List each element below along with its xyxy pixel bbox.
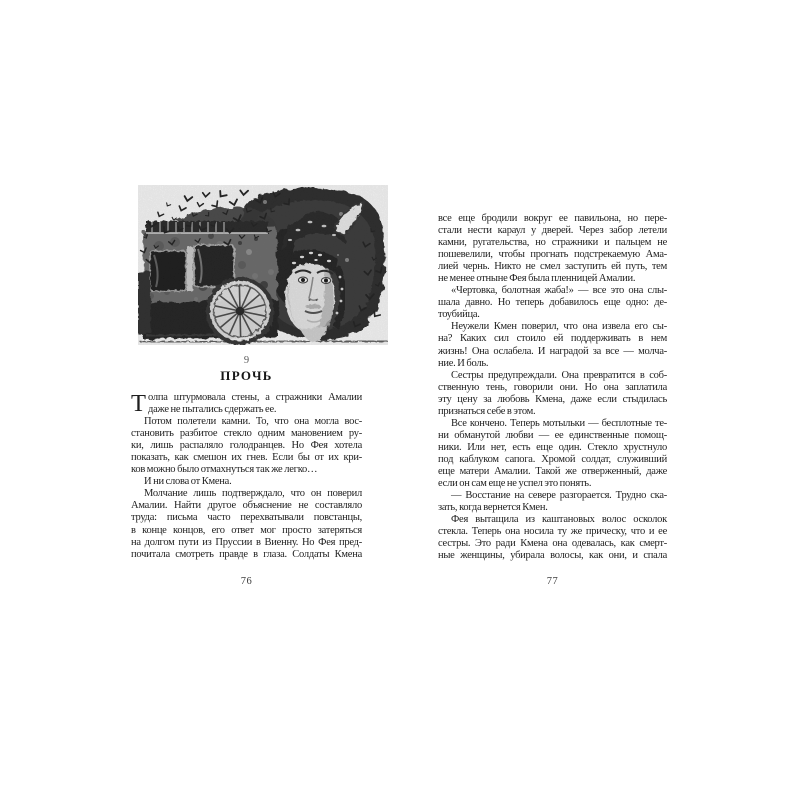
text-line: ственную тень, говорили они. Но она заплатила xyxy=(438,381,667,393)
paragraph xyxy=(438,418,667,490)
left-page-number: 76 xyxy=(240,576,253,587)
left-page xyxy=(131,0,362,800)
text-line: ники. Или нет, есть еще один. Стекло хрустнуло xyxy=(438,441,667,453)
right-page xyxy=(438,0,667,800)
text-line: ков можно было отмахнуться так же легко… xyxy=(131,464,318,476)
text-line: тоубийца. xyxy=(438,309,480,321)
text-line: ни обманутой любви — ее единственные помощ- xyxy=(438,429,667,441)
chapter-illustration xyxy=(138,185,388,345)
text-line: почитала смотреть правде в глаза. Солдаты Кмена xyxy=(131,548,362,560)
text-line: Сестры предупреждали. Она превратится в соб- xyxy=(451,369,667,381)
text-line: на? Каких сил стоило ей поддерживать в нем xyxy=(438,333,667,345)
text-line: Неужели Кмен поверил, что она извела его сы- xyxy=(451,321,667,333)
paragraph xyxy=(438,213,667,285)
text-line: признаться себе в этом. xyxy=(438,405,536,417)
text-line: на долгом пути из Пруссии в Виенну. Но Фея пред- xyxy=(131,536,362,548)
text-line: И ни слова от Кмена. xyxy=(144,476,232,488)
text-line: олпа штурмовала стены, а стражники Амалии xyxy=(148,392,362,403)
drop-cap: Т xyxy=(131,390,146,417)
text-line: ние. И боль. xyxy=(438,357,489,369)
text-line: пошевелили, чтобы прогнать подстрекаемую Ама- xyxy=(438,249,667,261)
text-line: даже не пытались сдержать ее. xyxy=(148,404,277,416)
chapter-title: ПРОЧЬ xyxy=(220,368,273,383)
text-line: — Восстание на севере разгорается. Трудно ска- xyxy=(451,490,667,502)
text-line: труда: письма часто перехватывали повстанцы, xyxy=(131,512,362,524)
text-line: эту цену за любовь Кмена, даже если стыдилась xyxy=(438,393,667,405)
text-line: Фея вытащила из каштановых волос осколок xyxy=(451,514,667,526)
paragraph xyxy=(438,490,667,514)
right-page-number: 77 xyxy=(546,576,559,587)
text-line: стекла. Теперь она носила ту же прическу, что и ее xyxy=(438,526,667,538)
text-line: все еще бродили вокруг ее павильона, но пере- xyxy=(438,213,667,224)
paragraph xyxy=(438,370,667,418)
chapter-number: 9 xyxy=(243,355,250,366)
text-line: зать, когда вернется Кмен. xyxy=(438,502,548,514)
left-page-text xyxy=(131,392,362,561)
text-line: под каблуком сапога. Хромой солдат, служивший xyxy=(438,453,667,465)
text-line: Потом полетели камни. То, что она могла вос- xyxy=(144,416,362,428)
text-line: стали нести караул у дверей. Через забор летели xyxy=(438,225,667,237)
text-line: камни, ругательства, но стражники и пальцем не xyxy=(438,237,667,249)
text-line: сестры. Это ради Кмена она одевалась, как смерт- xyxy=(438,538,667,550)
pencil-grain-texture xyxy=(138,185,388,345)
text-line: в конце концов, его ответ мог просто затеряться xyxy=(131,524,362,536)
paragraph xyxy=(131,476,362,488)
text-line: еще матери Амалии. Такой же отверженный, даже xyxy=(438,465,667,477)
text-line: ные женщины, убирала волосы, как они, и спала xyxy=(438,550,667,562)
text-line: Молчание лишь подтверждало, что он поверил xyxy=(144,488,362,500)
right-page-text xyxy=(438,213,667,562)
text-line: шала давно. Но теперь добавилось еще одно: де- xyxy=(438,297,667,309)
text-line: если он сам еще не успел это понять. xyxy=(438,478,592,490)
text-line: жизнь! Она ослабела. И наградой за все — молча- xyxy=(438,345,667,357)
paragraph xyxy=(438,321,667,369)
text-line: «Чертовка, болотная жаба!» — все это она слы- xyxy=(451,285,667,297)
paragraph xyxy=(438,285,667,321)
text-line: лией чернь. Никто не смел заступить ей путь, тем xyxy=(438,261,667,273)
text-line: ки, лишь распаляло голодранцев. Но Фея хотела xyxy=(131,440,362,452)
text-line: становить разбитое стекло одним мановением ру- xyxy=(131,428,362,440)
paragraph xyxy=(131,392,362,416)
text-line: не менее отныне Фея была пленницей Амалии. xyxy=(438,273,636,285)
text-line: показать, как смешон их гнев. Если бы от их кри- xyxy=(131,452,362,464)
paragraph xyxy=(131,488,362,560)
paragraph xyxy=(438,514,667,562)
paragraph xyxy=(131,416,362,476)
text-line: Все кончено. Теперь мотыльки — бесплотные те- xyxy=(451,417,667,429)
text-line: Амалии. Найти другое объяснение не составляло xyxy=(131,500,362,512)
